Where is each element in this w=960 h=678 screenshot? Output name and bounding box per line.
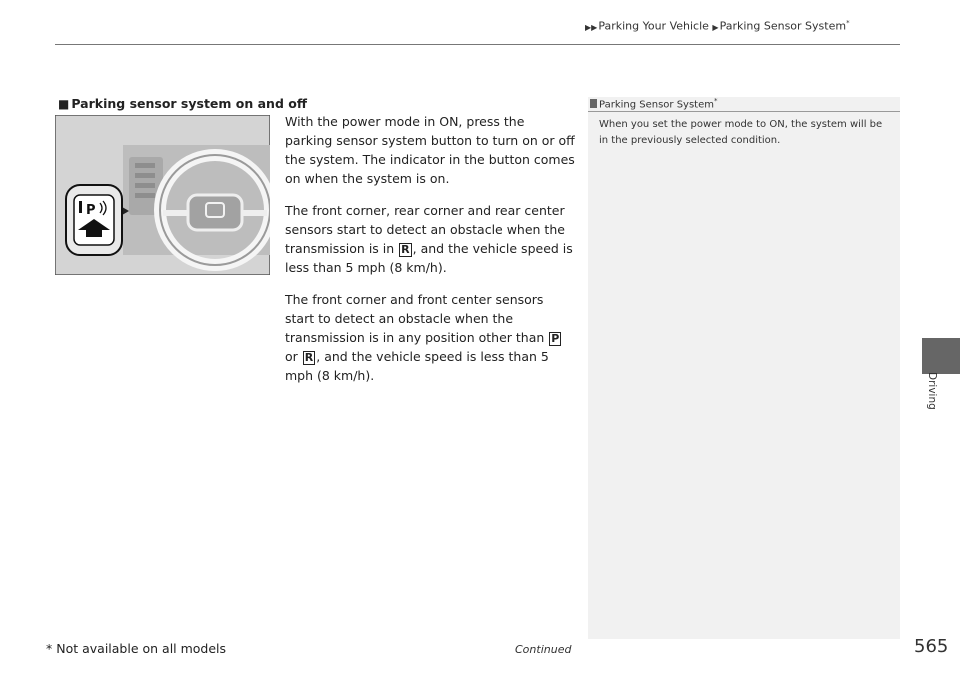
steering-wheel-illustration <box>55 115 270 275</box>
paragraph-power-mode: With the power mode in ON, press the parking sensor system button to turn on or off the system. The indicator in the button comes on when the system is on. <box>285 114 575 186</box>
dashboard-figure <box>55 115 270 275</box>
triangle-icon: ▶ <box>712 22 719 32</box>
running-header <box>585 19 850 33</box>
text-span: or <box>285 349 302 364</box>
header-asterisk: * <box>846 19 850 27</box>
header-crumb-1: Parking Your Vehicle <box>598 19 709 33</box>
sidebar-title <box>590 97 718 110</box>
triangle-icon: ▶▶ <box>585 22 598 32</box>
text-span: , and the vehicle speed is less than 5 mph (8 km/h). <box>285 241 573 275</box>
gear-p-icon: P <box>551 332 560 345</box>
paragraph-rear-sensors <box>285 201 575 277</box>
sidebar-asterisk: * <box>714 97 718 105</box>
footnote: * Not available on all models <box>46 641 227 656</box>
paragraph-front-sensors <box>285 290 575 385</box>
section-title: Parking sensor system on and off <box>71 96 307 111</box>
sidebar-rule <box>588 111 900 112</box>
sidebar-note-panel <box>588 97 900 639</box>
gear-r-icon: R <box>304 351 314 364</box>
sidebar-note-text: When you set the power mode to ON, the system will be in the previously selected condition. <box>599 119 883 146</box>
body-text <box>285 112 575 398</box>
text-span: The front corner and front center sensors start to detect an obstacle when the transmission is in any position other than <box>285 292 549 345</box>
page-number: 565 <box>914 636 949 657</box>
figure-button-label: P <box>86 203 96 218</box>
text-span: The front corner, rear corner and rear center sensors start to detect an obstacle when the transmission is in <box>285 203 565 256</box>
gear-r-icon: R <box>401 243 410 256</box>
reference-badge-icon <box>590 99 597 108</box>
sidebar-title-text: Parking Sensor System <box>599 99 714 111</box>
chapter-tab <box>922 338 960 374</box>
continued-label: Continued <box>515 643 572 656</box>
header-crumb-2: Parking Sensor System <box>719 19 847 33</box>
header-rule <box>55 44 900 45</box>
square-bullet-icon: ■ <box>58 97 70 111</box>
section-heading <box>58 96 307 111</box>
chapter-tab-label: Driving <box>926 372 938 410</box>
text-span: , and the vehicle speed is less than 5 mph (8 km/h). <box>285 349 549 383</box>
